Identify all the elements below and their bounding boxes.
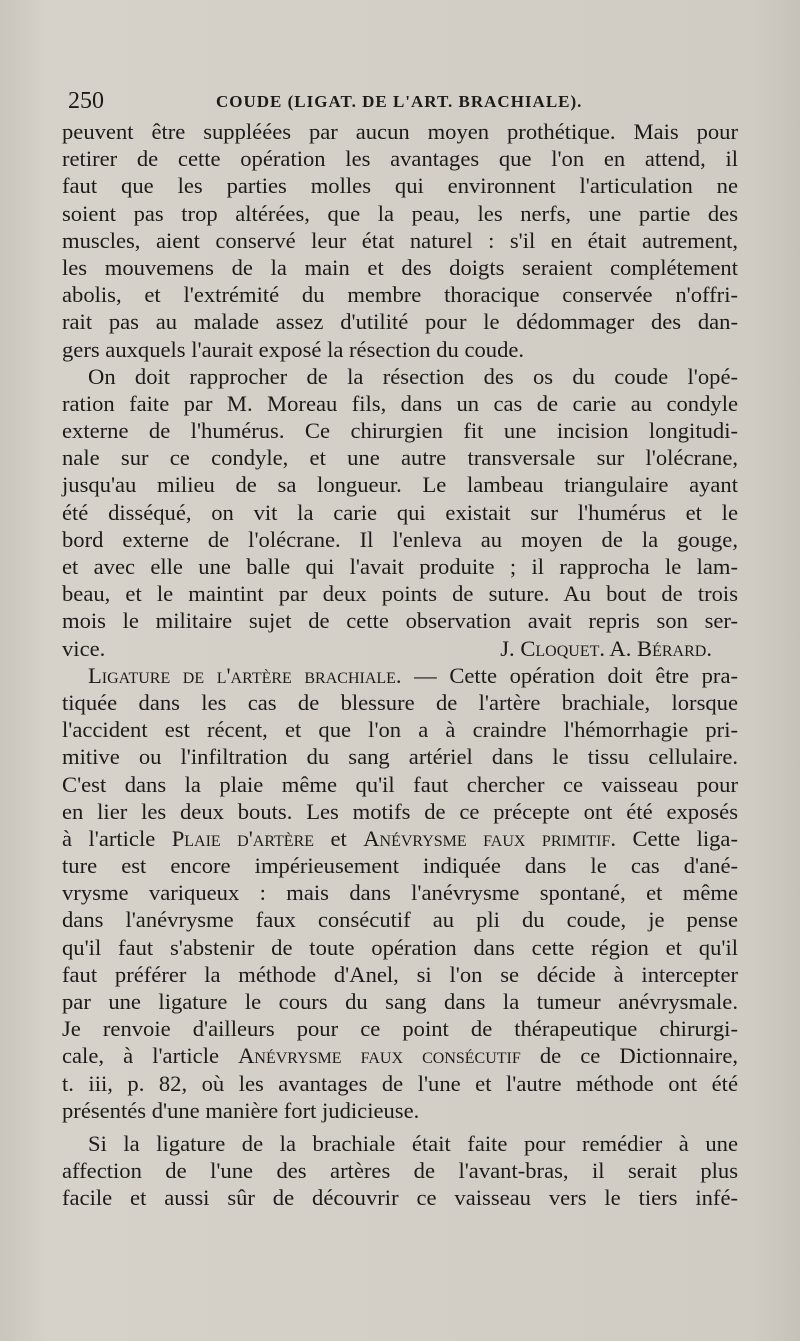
text-line: tiquée dans les cas de blessure de l'artère brachiale, lorsque [62,689,738,715]
text-line: retirer de cette opération les avantages que l'on en attend, il [62,146,738,172]
text-line: externe de l'humérus. Ce chirurgien fit une incision longitudi- [62,418,738,444]
text-line: jusqu'au milieu de sa longueur. Le lambeau triangulaire ayant [62,472,738,498]
text-line: On doit rapprocher de la résection des os du coude l'opé- [88,363,738,389]
paragraph-2 [62,363,738,662]
signature-line [62,635,738,662]
text-line: facile et aussi sûr de découvrir ce vaisseau vers le tiers infé- [62,1185,738,1211]
text-line: en lier les deux bouts. Les motifs de ce précepte ont été exposés [62,798,738,824]
text-line [62,1042,738,1069]
text-run: de ce Dictionnaire, [520,1043,738,1069]
section-heading: Ligature de l'artère brachiale. [88,662,402,688]
text-line: par une ligature le cours du sang dans la tumeur anévrysmale. [62,989,738,1014]
text-line: ration faite par M. Moreau fils, dans un cas de carie au condyle [62,390,738,416]
text-line: présentés d'une manière fort judicieuse. [62,1097,420,1123]
text-line: gers auxquels l'aurait exposé la résection du coude. [62,336,525,362]
text-line: faut préférer la méthode d'Anel, si l'on se décide à intercepter [62,961,738,987]
text-line: affection de l'une des artères de l'avant-bras, il serait plus [62,1158,738,1184]
paragraph-4 [62,1130,738,1212]
author-signature: J. Cloquet. A. Bérard. [500,635,712,661]
text-line: peuvent être suppléées par aucun moyen prothétique. Mais pour [62,119,738,144]
text-line: mitive ou l'infiltration du sang artériel dans le tissu cellulaire. [62,744,738,770]
text-line: rait pas au malade assez d'utilité pour le dédommager des dan- [62,309,738,335]
running-head: COUDE (LIGAT. DE L'ART. BRACHIALE). [216,92,583,111]
text-line: t. iii, p. 82, où les avantages de l'une et l'autre méthode ont été [62,1070,738,1096]
paragraph-3 [62,662,738,1124]
cross-reference: Anévrysme faux consécutif [238,1043,521,1069]
text-run: cale, à l'article [62,1043,239,1069]
text-run: — Cette opération doit être pra- [401,662,738,688]
text-line: C'est dans la plaie même qu'il faut chercher ce vaisseau pour [62,771,738,797]
text-line: mois le militaire sujet de cette observation avait repris son ser- [62,608,738,634]
text-line: soient pas trop altérées, que la peau, les nerfs, une partie des [62,200,738,226]
text-body [62,118,738,1212]
text-line: muscles, aient conservé leur état naturel : s'il en était autrement, [62,227,738,253]
text-line: et avec elle une balle qui l'avait produite ; il rapprocha le lam- [62,554,738,579]
text-line: bord externe de l'olécrane. Il l'enleva au moyen de la gouge, [62,526,738,552]
text-line: les mouvemens de la main et des doigts seraient complétement [62,254,738,280]
text-line: l'accident est récent, et que l'on a à craindre l'hémorrhagie pri- [62,717,738,743]
text-run: . Cette liga- [610,825,738,851]
text-run: à l'article [62,825,172,851]
page-header [68,88,728,118]
cross-reference: Anévrysme faux primitif [363,825,611,851]
text-line: faut que les parties molles qui environnent l'articulation ne [62,173,738,199]
text-line: beau, et le maintint par deux points de suture. Au bout de trois [62,581,738,607]
text-line: ture est encore impérieusement indiquée dans le cas d'ané- [62,853,738,879]
page-number: 250 [68,88,104,114]
text-line: nale sur ce condyle, et une autre transversale sur l'olécrane, [62,445,738,471]
text-line: vrysme variqueux : mais dans l'anévrysme spontané, et même [62,880,738,906]
text-run: et [314,825,364,851]
paragraph-1 [62,118,738,363]
text-line [62,662,738,689]
text-line: qu'il faut s'abstenir de toute opération dans cette région et qu'il [62,934,738,960]
text-line: abolis, et l'extrémité du membre thoracique conservée n'offri- [62,282,738,308]
text-line: été disséqué, on vit la carie qui existait sur l'humérus et le [62,499,738,525]
text-line: Si la ligature de la brachiale était faite pour remédier à une [88,1130,738,1156]
text-line: vice. [62,635,106,661]
text-line: Je renvoie d'ailleurs pour ce point de thérapeutique chirurgi- [62,1016,738,1042]
text-line [62,825,738,852]
cross-reference: Plaie d'artère [171,825,315,851]
text-line: dans l'anévrysme faux consécutif au pli du coude, je pense [62,907,738,933]
